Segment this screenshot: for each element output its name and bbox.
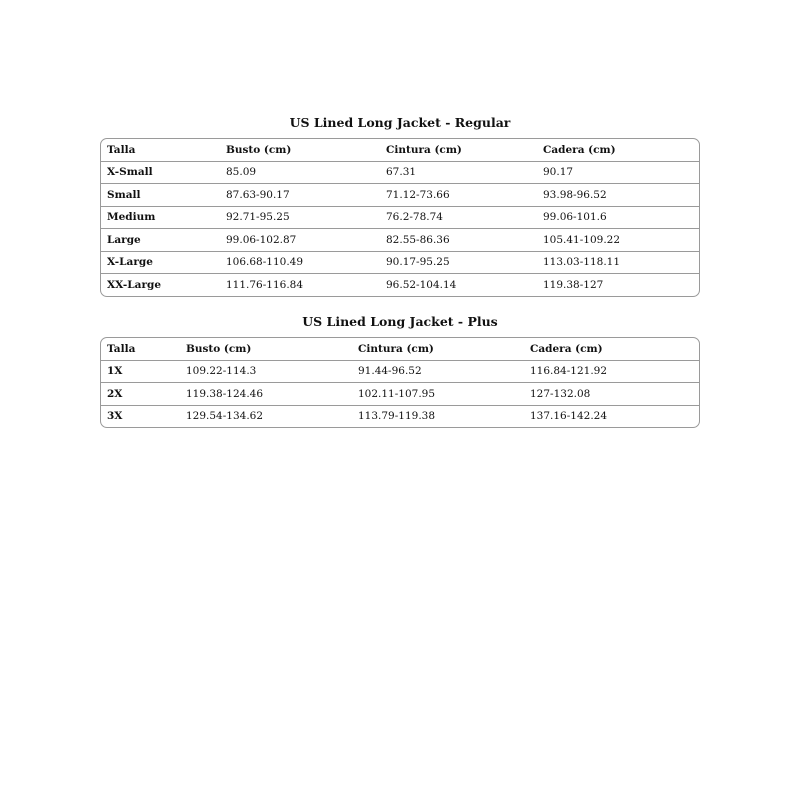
busto-cell: 85.09: [220, 161, 380, 184]
size-cell: XX-Large: [101, 274, 220, 296]
table-row: [101, 161, 699, 184]
cadera-cell: 116.84-121.92: [524, 360, 699, 383]
header-talla: Talla: [107, 143, 136, 156]
plus-size-table-container: [100, 337, 700, 428]
header-cadera: Cadera (cm): [530, 342, 603, 355]
busto-cell: 92.71-95.25: [220, 206, 380, 229]
cadera-cell: 137.16-142.24: [524, 405, 699, 427]
cintura-cell: 90.17-95.25: [380, 251, 537, 274]
busto-cell: 87.63-90.17: [220, 184, 380, 207]
header-talla: Talla: [107, 342, 136, 355]
table-row: [101, 360, 699, 383]
regular-size-table: [101, 139, 699, 296]
table-row: [101, 251, 699, 274]
cadera-cell: 90.17: [537, 161, 699, 184]
table-header-row: [101, 338, 699, 360]
cintura-cell: 71.12-73.66: [380, 184, 537, 207]
size-cell: 3X: [101, 405, 180, 427]
header-busto: Busto (cm): [226, 143, 292, 156]
size-cell: 2X: [101, 383, 180, 406]
header-busto: Busto (cm): [186, 342, 252, 355]
busto-cell: 106.68-110.49: [220, 251, 380, 274]
cintura-cell: 67.31: [380, 161, 537, 184]
size-cell: Small: [101, 184, 220, 207]
cintura-cell: 113.79-119.38: [352, 405, 524, 427]
busto-cell: 99.06-102.87: [220, 229, 380, 252]
regular-table-title: US Lined Long Jacket - Regular: [289, 115, 511, 130]
cintura-cell: 96.52-104.14: [380, 274, 537, 296]
table-row: [101, 184, 699, 207]
regular-size-table-container: [100, 138, 700, 297]
table-row: [101, 405, 699, 427]
cadera-cell: 113.03-118.11: [537, 251, 699, 274]
table-row: [101, 383, 699, 406]
cintura-cell: 82.55-86.36: [380, 229, 537, 252]
regular-size-section: [100, 112, 700, 297]
cintura-cell: 76.2-78.74: [380, 206, 537, 229]
cintura-cell: 91.44-96.52: [352, 360, 524, 383]
size-cell: Medium: [101, 206, 220, 229]
cadera-cell: 99.06-101.6: [537, 206, 699, 229]
cadera-cell: 127-132.08: [524, 383, 699, 406]
size-cell: 1X: [101, 360, 180, 383]
size-cell: X-Small: [101, 161, 220, 184]
size-cell: X-Large: [101, 251, 220, 274]
busto-cell: 119.38-124.46: [180, 383, 352, 406]
cadera-cell: 119.38-127: [537, 274, 699, 296]
busto-cell: 129.54-134.62: [180, 405, 352, 427]
table-row: [101, 229, 699, 252]
header-cadera: Cadera (cm): [543, 143, 616, 156]
busto-cell: 109.22-114.3: [180, 360, 352, 383]
size-cell: Large: [101, 229, 220, 252]
table-header-row: [101, 139, 699, 161]
table-row: [101, 274, 699, 296]
cadera-cell: 105.41-109.22: [537, 229, 699, 252]
cadera-cell: 93.98-96.52: [537, 184, 699, 207]
table-row: [101, 206, 699, 229]
plus-size-section: [100, 311, 700, 428]
plus-table-title: US Lined Long Jacket - Plus: [302, 314, 498, 329]
busto-cell: 111.76-116.84: [220, 274, 380, 296]
plus-size-table: [101, 338, 699, 427]
header-cintura: Cintura (cm): [386, 143, 462, 156]
cintura-cell: 102.11-107.95: [352, 383, 524, 406]
header-cintura: Cintura (cm): [358, 342, 434, 355]
